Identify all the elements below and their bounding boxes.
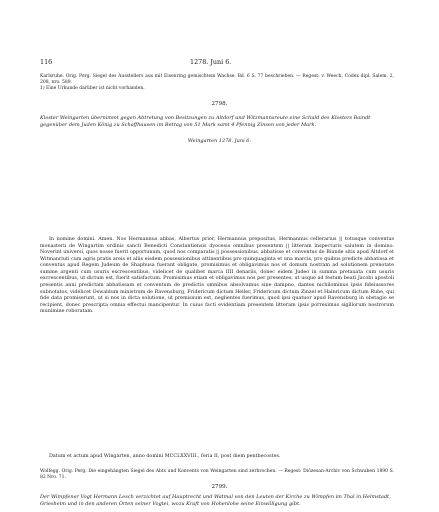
place-date-2798: Weingarten 1278. Juni 6.	[187, 138, 252, 144]
page-number: 116	[40, 58, 53, 66]
running-header	[38, 58, 394, 68]
previous-doc-source: Karlsruhe. Orig. Perg. Siegel des Ausstellers aus mit Eisenring gemischtem Wachse. Bd. 6 S. 77 beschrieben. — Regest: v. Weech, Codex dipl. Salem. 2, 208, nro. 589.	[40, 74, 394, 85]
regest-2799: Der Wimpfener Vogt Hermann Lesch verzichtet auf Hauptrecht und Watmal von den Leuten der Kirche zu Wimpfen im Thal in Helmstadt, Grieshelm und in den anderen Orten seiner Vogtei, wozu Kraft von Hohenlohe seine Einwilligung gibt.	[40, 494, 391, 508]
document-number-2798: 2798.	[211, 101, 228, 107]
document-text-2798: In nomine domini. Amen. Nos Hermannus abbas, Albertus prior, Hermannus prepositus, Hermannus cellerarius || totusque conventus monasterii de Wingartim ordinis sancti Benedicti Constantiensis dyocesis omnibus presentem || litteram inspecturis salutem in domino. Noverint universi, quos nosse fuerit opportunum, quod nos comparatis || possessionibus, abbatisse et conventus de Biunde sitis apud Altdorf et Witmanriuti cum agris pratis areis et aliis eisdem possessionibus attinentibus pro quinquaginta et una marcis, pro quibus predicte abbatissa et conventus apud Regem Judeum de Shaphusa fuerant obligate, promisimus et obligavimus nos et domum nostram ad solutionem prenotate summe argenti cum usuris excrescentibus, videlicet de qualibet marca IIII denariis, donec eidem Judeo in summa pretaxata cum usuris excrescentibus, ut dictum est, fuerit satisfactum. Promisimus etiam et obligavimus nos per presentes, ut usque ad festum beati Jacobi apostoli presentis anni predictam abbatissam et conventum de predictis omnibus absolvamus sine dampno, dantes nichilominus ipsis fideiussores subnotatos, videlicet Oswaldum ministrum de Ravensburg, Fridericum dictum Heller, Fridericum dictum Zinzel et Hainricum dictum Rube, qui fide data promiserunt, ut si nos in dicta solutione, ut premissum est, neglientes fuerimus, quod ipsi quatuor apud Ravensburg in obstagio se recipient, donec prescripta omnia effectui mancipentur. In cuius facti evidentiam presentem litteram ipsis porreximus sigillorum nostrorum munimine roboratam.	[40, 236, 394, 315]
regest-2798: Kloster Weingarten übernimmt gegen Abtretung von Besitzungen zu Altdorf und Witzmannsreute eine Schuld des Klosters Baindt gegenüber dem Juden König zu Schaffhausen im Betrag von 51 Mark samt 4 Pfennig Zinsen von jeder Mark.	[40, 115, 371, 129]
source-note-2798: Wolfegg. Orig. Perg. Die eingehängten Siegel des Abts und Konvents von Weingarten sind zerbrochen. — Regest: Diözesan-Archiv von Schwaben 1890 S. 82 Nro. 71.	[40, 469, 394, 480]
closing-clause-2798: Datum et actum apud Wingarten, anno domini MCCLXXVIII., feria II, post diem penthecostes.	[49, 453, 281, 459]
document-number-2799: 2799.	[211, 484, 228, 490]
previous-doc-footnote: 1) Eine Urkunde darüber ist nicht vorhanden.	[40, 86, 145, 91]
header-date: 1278. Juni 6.	[190, 58, 232, 66]
